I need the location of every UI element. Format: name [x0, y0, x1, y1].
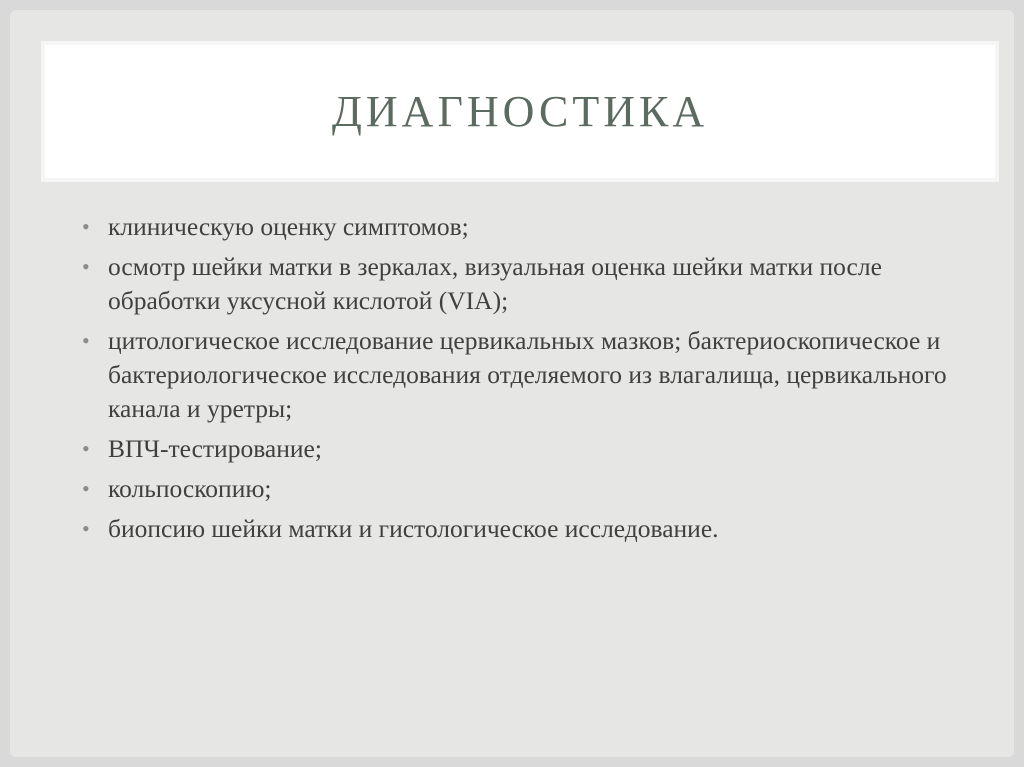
- bullet-icon: •: [82, 214, 90, 239]
- bullet-list: [82, 210, 982, 552]
- list-item-text: кольпоскопию;: [108, 474, 272, 503]
- list-item-text: осмотр шейки матки в зеркалах, визуальная оценка шейки матки после обработки уксусной кислотой (VIA);: [108, 252, 882, 315]
- bullet-icon: •: [82, 476, 90, 501]
- bullet-icon: •: [82, 436, 90, 461]
- list-item: [82, 210, 982, 244]
- bullet-icon: •: [82, 254, 90, 279]
- list-item: [82, 250, 982, 318]
- list-item-text: клиническую оценку симптомов;: [108, 212, 469, 241]
- title-box: [41, 41, 999, 182]
- list-item: [82, 512, 982, 546]
- list-item-text: цитологическое исследование цервикальных мазков; бактериоскопическое и бактериологическое исследования отделяемого из влагалища, цервикального канала и уретры;: [108, 326, 947, 423]
- list-item: [82, 472, 982, 506]
- slide-panel: [10, 10, 1014, 757]
- list-item-text: ВПЧ-тестирование;: [108, 434, 322, 463]
- slide-title: ДИАГНОСТИКА: [331, 87, 709, 136]
- list-item: [82, 324, 982, 426]
- bullet-icon: •: [82, 516, 90, 541]
- list-item-text: биопсию шейки матки и гистологическое исследование.: [108, 514, 719, 543]
- list-item: [82, 432, 982, 466]
- bullet-icon: •: [82, 328, 90, 353]
